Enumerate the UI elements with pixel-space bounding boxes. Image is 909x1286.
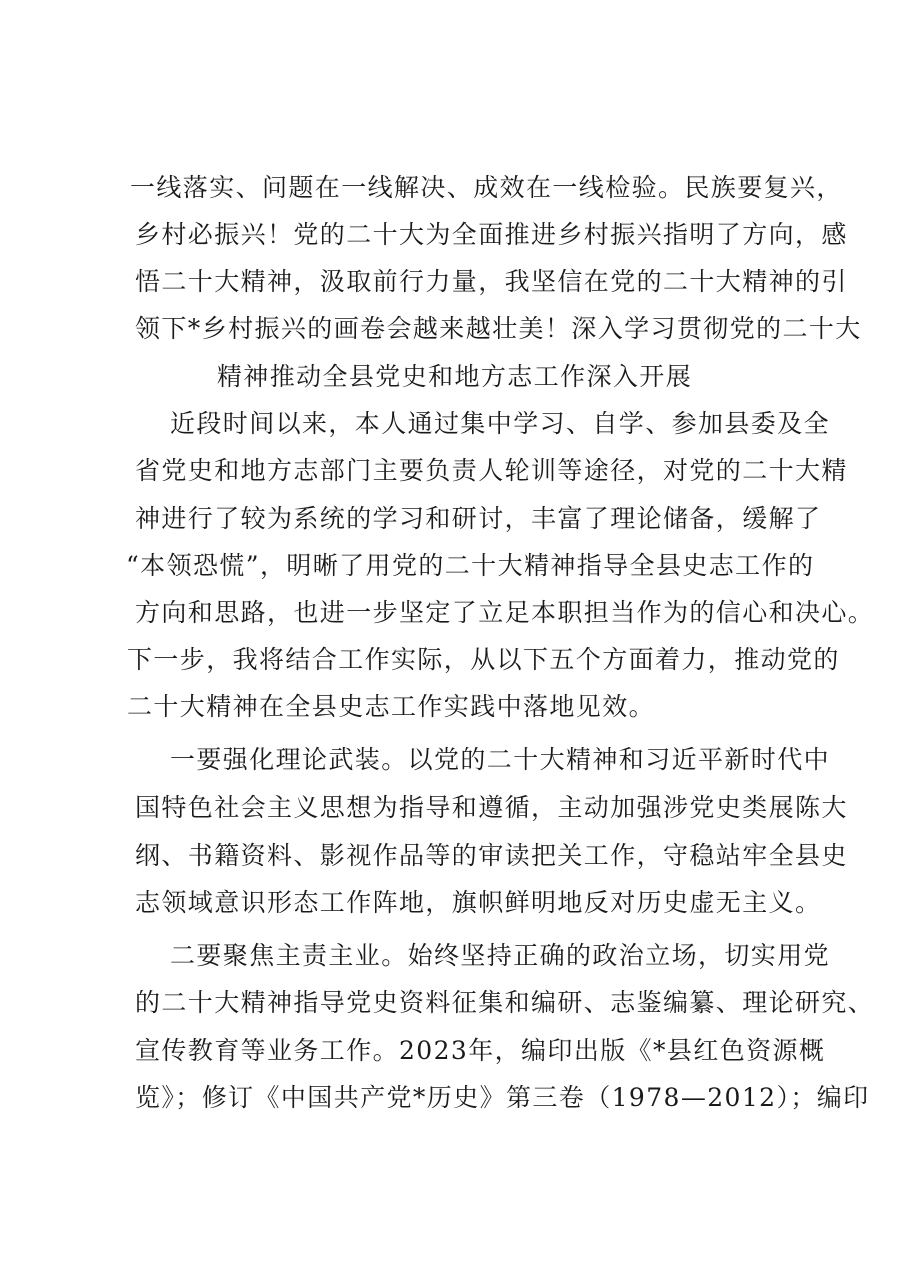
text-line: 悟二十大精神，汲取前行力量，我坚信在党的二十大精神的引 xyxy=(135,267,848,296)
text-line: 乡村必振兴！党的二十大为全面推进乡村振兴指明了方向，感 xyxy=(135,220,848,249)
paragraph-line: 纲、书籍资料、影视作品等的审读把关工作，守稳站牢全县史 xyxy=(135,841,848,870)
section-heading: 精神推动全县党史和地方志工作深入开展 xyxy=(216,362,693,391)
paragraph-line: 二要聚焦主责主业。始终坚持正确的政治立场，切实用党 xyxy=(170,941,831,970)
paragraph-line: 神进行了较为系统的学习和研讨，丰富了理论储备，缓解了 xyxy=(135,504,822,533)
paragraph-line: 省党史和地方志部门主要负责人轮训等途径，对党的二十大精 xyxy=(135,456,848,485)
paragraph-line: 二十大精神在全县史志工作实践中落地见效。 xyxy=(127,692,656,721)
text-line: 领下*乡村振兴的画卷会越来越壮美！深入学习贯彻党的二十大 xyxy=(135,314,862,343)
paragraph-line: 国特色社会主义思想为指导和遵循，主动加强涉党史类展陈大 xyxy=(135,793,848,822)
paragraph-line: 下一步，我将结合工作实际，从以下五个方面着力，推动党的 xyxy=(127,645,840,674)
paragraph-line: 方向和思路，也进一步坚定了立足本职担当作为的信心和决心。 xyxy=(135,598,875,627)
paragraph-line: 近段时间以来，本人通过集中学习、自学、参加县委及全 xyxy=(170,409,831,438)
paragraph-line: “本领恐慌”，明晰了用党的二十大精神指导全县史志工作的 xyxy=(126,551,815,580)
paragraph-line: 志领域意识形态工作阵地，旗帜鲜明地反对历史虚无主义。 xyxy=(135,888,822,917)
paragraph-line: 宣传教育等业务工作。2023年，编印出版《*县红色资源概 xyxy=(135,1036,826,1065)
text-line: 一线落实、问题在一线解决、成效在一线检验。民族要复兴， xyxy=(130,173,843,202)
paragraph-line: 览》；修订《中国共产党*历史》第三卷（1978—2012）；编印 xyxy=(135,1083,870,1112)
paragraph-line: 的二十大精神指导党史资料征集和编研、志鉴编纂、理论研究、 xyxy=(135,988,875,1017)
paragraph-line: 一要强化理论武装。以党的二十大精神和习近平新时代中 xyxy=(170,745,831,774)
